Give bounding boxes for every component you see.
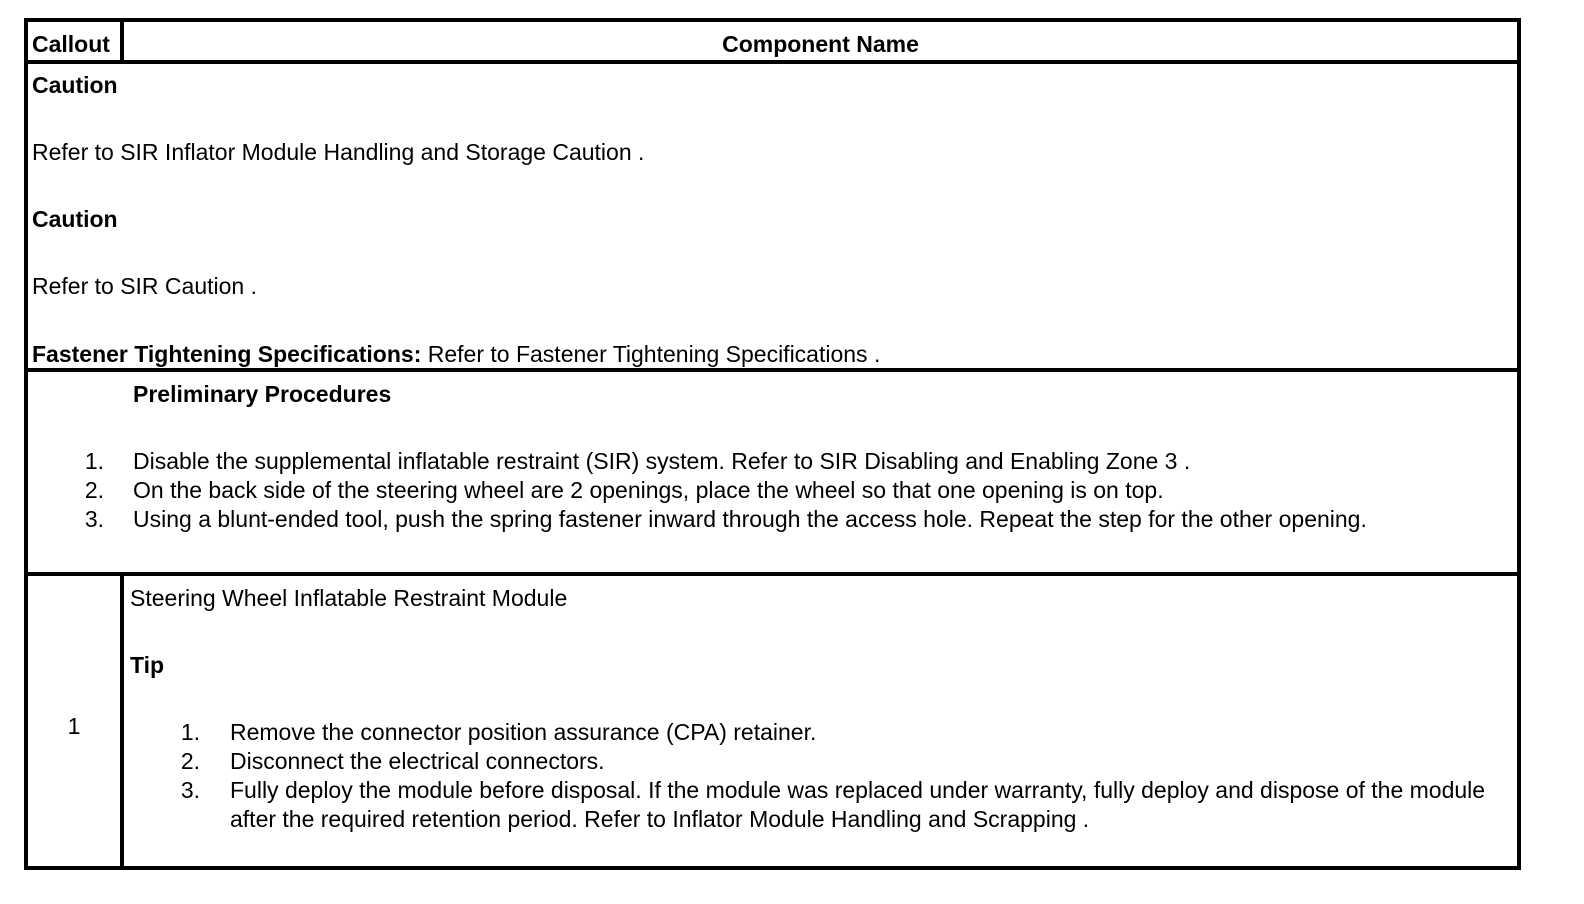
step-number: 1. [180, 719, 200, 745]
header-divider [28, 60, 1517, 64]
notes-divider [28, 368, 1517, 372]
list-item [28, 476, 1517, 505]
step-text: Using a blunt-ended tool, push the spring fastener inward through the access hole. Repeat the step for the other opening. [133, 506, 1367, 532]
list-item [28, 447, 1517, 476]
callout-number: 1 [67, 713, 81, 739]
header-column-divider [120, 22, 124, 60]
step-text: Disable the supplemental inflatable restraint (SIR) system. Refer to SIR Disabling and Enabling Zone 3 . [133, 448, 1191, 474]
preliminary-steps [28, 447, 1517, 534]
step-number: 1. [84, 448, 104, 474]
tip-title: Tip [130, 652, 165, 678]
header-component-name: Component Name [722, 31, 919, 57]
step-number: 3. [180, 777, 200, 803]
step-text: Disconnect the electrical connectors. [230, 748, 605, 774]
list-item [28, 776, 1517, 834]
list-item [28, 747, 1517, 776]
list-item [28, 718, 1517, 747]
step-number: 3. [84, 506, 104, 532]
step-text: On the back side of the steering wheel are 2 openings, place the wheel so that one opening is on top. [133, 477, 1164, 503]
preliminary-divider [28, 572, 1517, 576]
caution-title-2: Caution [32, 206, 118, 232]
step-text: Fully deploy the module before disposal. If the module was replaced under warranty, fully deploy and dispose of the module after the required retention period. Refer to Inflator Module Handling and Scrapping . [230, 777, 1486, 832]
header-callout: Callout [32, 31, 110, 57]
preliminary-title: Preliminary Procedures [133, 381, 392, 407]
caution-text-2: Refer to SIR Caution . [32, 273, 257, 299]
step-number: 2. [84, 477, 104, 503]
tip-steps [28, 718, 1517, 834]
procedure-table [24, 18, 1521, 870]
caution-text-1: Refer to SIR Inflator Module Handling and Storage Caution . [32, 139, 645, 165]
step-text: Remove the connector position assurance (CPA) retainer. [230, 719, 817, 745]
fastener-spec-text: Refer to Fastener Tightening Specifications . [421, 341, 881, 367]
list-item [28, 505, 1517, 534]
fastener-spec-line [32, 340, 880, 369]
component-name: Steering Wheel Inflatable Restraint Module [130, 585, 568, 611]
step-number: 2. [180, 748, 200, 774]
caution-title-1: Caution [32, 72, 118, 98]
fastener-spec-label: Fastener Tightening Specifications: [32, 341, 422, 367]
